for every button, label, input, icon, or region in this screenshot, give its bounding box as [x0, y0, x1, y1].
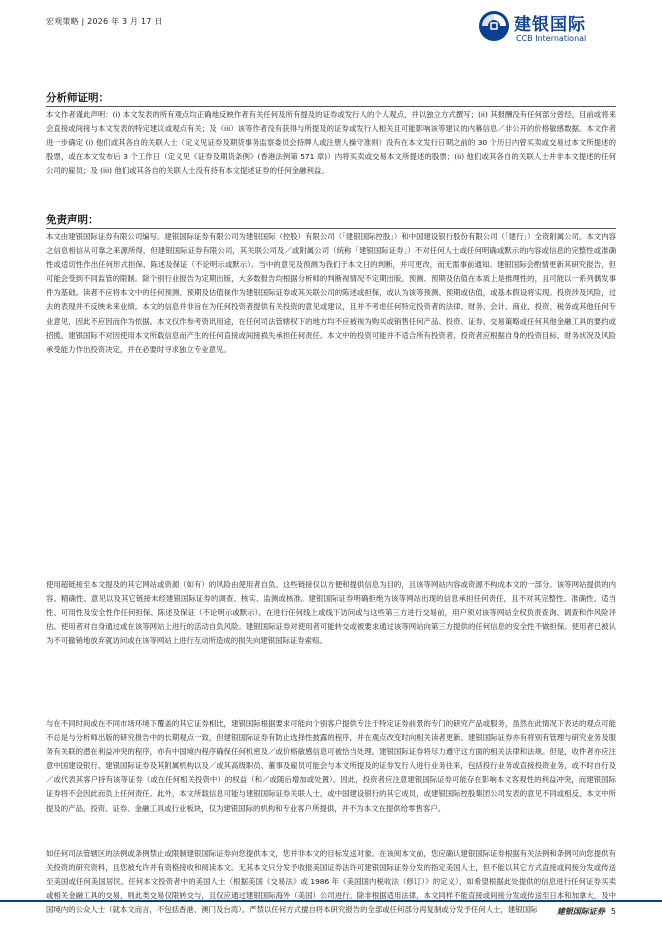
analyst-certification-heading: 分析师证明： [46, 92, 109, 104]
analyst-certification-body: 本文作者谨此声明：(i) 本文发表的所有观点均正确地反映作者有关任何及所有提及的证券或发行人的个人观点，并以独立方式撰写；(ii) 其报酬没有任何部分曾经，目前或将来会直接或间接与本文发表的特定建议或观点有关；及（iii）该等作者没有获得与所提及的证券或发行人相关且可能影响该等建议的内幕信息／非公开的价格敏感数据。本文作者进一步确定 (i) 他们或其各自的关联人士（定义见证券及期货事务监察委员会持牌人或注册人操守准则）没有在本文发行日期之前的 30 个历日内曾买卖或交易过本文所提述的股票，或在本文发布后 3 个工作日（定义见《证券及期货条例》(香港法例第 571 章)）内将买卖或交易本文所提述的股票；(ii) 他们或其各自的关联人士并非本文提述的任何公司的雇员；及 (iii) 他们或其各自的关联人士没有持有本文提述证券的任何金融利益。 [46, 110, 616, 176]
logo-english-name: CCB International [516, 34, 587, 43]
disclaimer-paragraph-3: 与在不同时间或在不同市场环境下覆盖的其它证券相比，建银国际根据要求可能向个别客户提供专注于特定证券前景的专门的研究产品或服务，虽然在此情况下表达的观点可能不总是与分析师出版的研究报告中的长期观点一致，但建银国际证券有防止选择性披露的程序，并在观点改变时向相关读者更新。建银国际证券亦有将别有管理与研究业务及服务有关联的潜在利益冲突的程序，亦有中国境内程序确保任何机密及／或价格敏感信息可被恰当处理。建银国际证券将尽力遵守这方面的相关法律和法规。但是，收件者亦应注意中国建设银行、建银国际证券及其附属机构以及／或其高级职员、董事及雇员可能会与本文所提及的证券发行人进行业务往来，包括投行业务或直接投资业务，或不时自行及／或代表其客户持有该等证券（或在任何相关投资中）的权益（和／或随后增加或处置）。因此，投资者应注意建银国际证券可能存在影响本文客观性的利益冲突，而建银国际证券将不会因此而负上任何责任。此外，本文所载信息可能与建银国际证券关联人士，或中国建设银行的其它成员，或建银国际控股集团公司发表的意见不同或相反。本文中所提及的产品、投资、证券、金融工具或行业板块，仅为建银国际的机构和专业客户所提供，并不为本文在提供给零售客户。 [46, 719, 616, 813]
running-title: 宏观策略 | 2026 年 3 月 17 日 [46, 17, 163, 26]
page-footer [557, 906, 616, 917]
logo-chinese-name: 建银国际 [514, 15, 586, 35]
page-number: 5 [610, 907, 616, 916]
footer-divider [0, 900, 662, 902]
section-divider [46, 106, 616, 107]
section-divider [46, 228, 616, 229]
disclaimer-paragraph-4: 如任何司法管辖区的法例或条例禁止或限制建银国际证券向您提供本文，您并非本文的目标发送对象。在该阅本文前，您应确认建银国际证券根据有关法例和条例可向您提供有关投资的研究资料，且您被允许并有资格接收和阅读本文。无其本文只分发予收报美国证券法许可建银国际证券分发的指定美国人士，但不能以其它方式直接或间接分发或传送至美国或任何美国居民。任何本文投资者中的美国人士（根据美国《交易法》或 1986 年《美国国内税收法（修订）》的定义），如希望根据此处提供的信息进行任何证券买卖或相关金融工具的交易，则此类交易仅限转交与，且仅应通过建银国际海外（美国）公司进行。除非根据适用法律，本文同样不能直接或间接分发或传送至日本和加拿大，及中国境内的公众人士（就本文而言，不包括香港、澳门及台湾）。严禁以任何方式擅自将本研究报告的全部或任何部分再复制或分发予任何人士，建银国际 [46, 849, 616, 915]
disclaimer-paragraph-2: 使用超链接至本文提及的其它网站或资源（如有）的风险由使用者自负。这些链接仅以方便和提供信息为目的，且该等网站内容或资源不构成本文的一部分。该等网站提供的内容、精确性、意见以及其它链接未经建银国际证券的调查、核实、监测或核准。建银国际证券明确拒绝为该等网站出现的信息承担任何责任，且不对其完整性、准确性、适当性、可用性及安全性作任何担保、陈述及保证（不论明示或默示）。在进行任何线上或线下访问或与这些第三方进行交易前，用户须对该等网站全权负责查询、调查和作风险评估。使用者对自身通过或在该等网站上进行的活动自负风险。建银国际证券对使用者可能转交或被要求通过该等网站向第三方提供的任何信息的安全性不做担保。使用者已被认为不可撤销地放弃就访问或在该等网站上进行互动所造成的损失向建银国际证券索赔。 [46, 580, 616, 646]
footer-brand: 建银国际证券 [556, 907, 605, 916]
ccb-logo-icon [478, 10, 510, 42]
disclaimer-heading: 免责声明： [46, 214, 99, 226]
disclaimer-paragraph-1: 本文由建银国际证券有限公司编写。建银国际证券有限公司为建银国际（控股）有限公司（「建银国际控股」）和中国建设银行股份有限公司（「建行」）全资附属公司。本文内容之信息相信从可靠之来源所得，但建银国际证券有限公司，其关联公司及／或附属公司（统称「建银国际证券」）不对任何人士或任何明确或默示的内容或信息的完整性或准确性或适切性作出任何形式担保、陈述及保证（不论明示或默示）。当中的意见及预测为我们于本文日的判断，并可更改，而无需事前通知。建银国际会酌情更新其研究报告，但可能会受到不同监管的限制。除个别行业报告为定期出版，大多数报告均根据分析师的判断视情况不定期出版。预测、预期及估值在本质上是推理性的，且可能以一系列偶发事件为基础。读者不应将本文中的任何预测、预期及估值视作为建银国际证券或其关联公司的陈述或担保，或认为该等预测、预期或估值，或基本假设将实现。投资涉及风险，过去的表现并不反映未来业绩。本文的信息并非旨在为任何投资者提供有关投资的意见或建议，且并不考虑任何特定投资者的法律、财务、会计、商业、投资、税务或其他任何专业意见，因此不应因而作为依据。本文仅作参考资讯用途，在任何司法管辖权下的地方均不应被视为购买或销售任何产品、投资、证券、交易策略或任何其他金融工具的要约或招揽。建银国际不对因使用本文所载信息而产生的任何直接或间接损失承担任何责任。本文中的投资可能并不适合所有投资者，投资者应根据自身的投资目标、财务状况及风险承受能力作出投资决定，并在必要时寻求独立专业意见。 [46, 232, 616, 354]
ccbi-logo [478, 10, 618, 50]
